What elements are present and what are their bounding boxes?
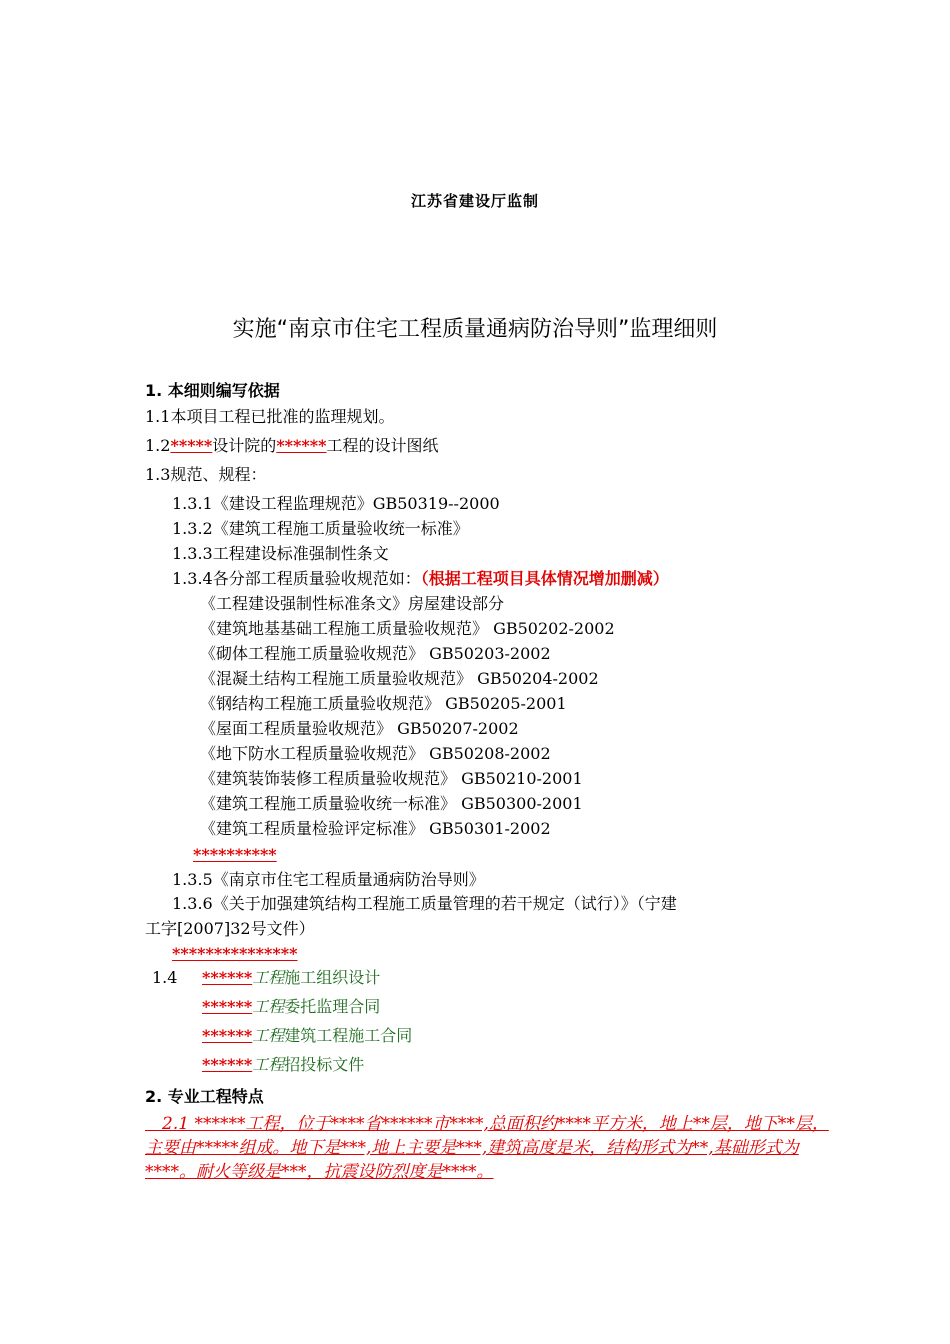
project-word: 工程 [252,1026,285,1045]
clause-1-3-6-line1: 1.3.6《关于加强建筑结构工程施工质量管理的若干规定（试行）》（宁建 [172,894,677,913]
standard-item: 《建筑地基基础工程施工质量验收规范》 GB50202-2002 [200,619,615,638]
masked-extra-standards: ********** [193,845,277,864]
issuer-header: 江苏省建设厅监制 [410,192,539,210]
masked-design-institute: ***** [170,436,213,455]
project-word: 工程 [252,997,285,1016]
standard-item: 《建筑工程质量检验评定标准》 GB50301-2002 [200,819,551,838]
standard-item: 《建筑工程施工质量验收统一标准》 GB50300-2001 [200,794,583,813]
clause-1-2-mid: 设计院的 [212,436,277,455]
section-1-heading: 1. 本细则编写依据 [145,381,280,400]
item-text: 建筑工程施工合同 [284,1026,413,1045]
clause-1-3-5: 1.3.5《南京市住宅工程质量通病防治导则》 [172,870,485,889]
item-text: 招投标文件 [284,1055,365,1074]
section-2-heading: 2. 专业工程特点 [145,1087,264,1106]
clause-1-4-item [202,968,380,988]
standard-item: 《建筑装饰装修工程质量验收规范》 GB50210-2001 [200,769,583,788]
standard-item: 《混凝土结构工程施工质量验收规范》 GB50204-2002 [200,669,599,688]
standard-item: 《砌体工程施工质量验收规范》 GB50203-2002 [200,644,551,663]
standard-item: 《钢结构工程施工质量验收规范》 GB50205-2001 [200,694,567,713]
clause-1-3-3: 1.3.3工程建设标准强制性条文 [172,544,389,563]
clause-1-1: 1.1本项目工程已批准的监理规划。 [145,407,395,426]
clause-1-2-number: 1.2 [145,436,171,455]
masked-project-name: ****** [202,997,253,1016]
clause-1-2-tail: 工程的设计图纸 [326,436,439,455]
project-description-paragraph: 2.1 ******工程，位于****省******市****,总面积约****平方米，地上**层，地下**层，主要由*****组成。地下是***,地上主要是***,建筑高度是米，结构形式为**,基础形式为****。耐火等级是***，抗震设防烈度是****。 [145,1114,829,1182]
clause-1-3-6-line2: 工字[2007]32号文件） [145,919,315,938]
clause-1-4-number: 1.4 [152,968,178,987]
clause-1-2 [145,436,439,456]
clause-1-3-1: 1.3.1《建设工程监理规范》GB50319--2000 [172,494,500,513]
clause-1-4-item [202,997,380,1017]
clause-1-4-item [202,1055,364,1075]
item-text: 委托监理合同 [284,997,381,1016]
clause-1-3-4 [172,569,669,589]
standard-item: 《工程建设强制性标准条文》房屋建设部分 [200,594,505,613]
masked-project-name: ****** [276,436,327,455]
document-title: 实施“南京市住宅工程质量通病防治导则”监理细则 [232,317,718,342]
masked-project-name: ****** [202,968,253,987]
masked-project-name: ****** [202,1026,253,1045]
item-text: 施工组织设计 [284,968,381,987]
clause-1-3: 1.3规范、规程： [145,465,267,484]
clause-1-3-4-note: （根据工程项目具体情况增加删减） [420,569,669,588]
masked-project-name: ****** [202,1055,253,1074]
project-word: 工程 [252,968,285,987]
standard-item: 《屋面工程质量验收规范》 GB50207-2002 [200,719,519,738]
project-word: 工程 [252,1055,285,1074]
masked-extra-documents: *************** [172,944,298,963]
standard-item: 《地下防水工程质量验收规范》 GB50208-2002 [200,744,551,763]
clause-1-4-item [202,1026,412,1046]
clause-1-3-2: 1.3.2《建筑工程施工质量验收统一标准》 [172,519,469,538]
clause-1-3-4-text: 1.3.4各分部工程质量验收规范如： [172,569,421,588]
